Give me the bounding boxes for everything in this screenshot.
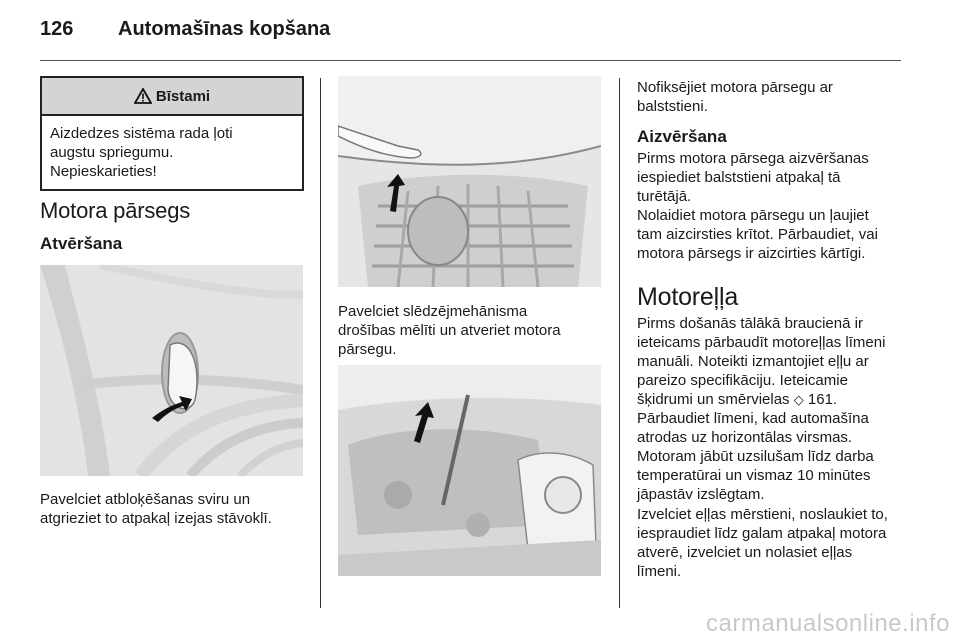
text-line: Pavelciet atbloķēšanas sviru un (40, 491, 251, 508)
text-line: Pirms došanās tālākā braucienā ir (637, 315, 863, 332)
chapter-title: Automašīnas kopšana (118, 18, 331, 40)
caption-hood-latch (338, 302, 561, 359)
warning-triangle-icon (134, 88, 152, 104)
text-line: Pavelciet slēdzējmehānisma (338, 303, 528, 320)
watermark-text: carmanualsonline.info (706, 610, 950, 637)
column-divider-2 (619, 78, 620, 608)
subsection-title-close: Aizvēršana (637, 127, 727, 146)
text-line: Pirms motora pārsega aizvēršanas (637, 150, 869, 167)
subsection-title-open: Atvēršana (40, 234, 123, 253)
paragraph-oil-3 (637, 505, 888, 581)
caption-release-lever (40, 490, 272, 528)
text-line: līmeni. (637, 563, 682, 580)
danger-warning-box (40, 76, 304, 191)
page-reference-link[interactable]: 161. (807, 391, 838, 408)
page-number: 126 (40, 18, 74, 40)
paragraph-close-1 (637, 149, 869, 206)
warning-line: augstu spriegumu. (50, 144, 174, 161)
warning-line: Aizdedzes sistēma rada ļoti (50, 125, 233, 142)
text-line: temperatūrai un vismaz 10 minūtes (637, 467, 871, 484)
figure-hood-latch (338, 76, 601, 287)
header-rule (40, 60, 901, 61)
warning-header (42, 78, 302, 116)
column-divider-1 (320, 78, 321, 608)
warning-line: Nepieskarieties! (50, 163, 157, 180)
text-line: drošības mēlīti un atveriet motora (338, 322, 561, 339)
paragraph-close-2 (637, 206, 878, 263)
text-line: tam aizcirsties krītot. Pārbaudiet, vai (637, 226, 878, 243)
figure-release-lever (40, 265, 303, 476)
page-reference-icon: ◇ (793, 393, 804, 408)
paragraph-oil-1 (637, 314, 885, 410)
text-line: Nolaidiet motora pārsegu un ļaujiet (637, 207, 869, 224)
text-line: manuāli. Noteikti izmantojiet eļļu ar (637, 353, 869, 370)
text-line: turētājā. (637, 188, 692, 205)
xref-lead-text: šķidrumi un smērvielas (637, 391, 790, 408)
text-line: balststieni. (637, 98, 708, 115)
figure-hood-stay (338, 365, 601, 576)
section-title-oil: Motoreļļa (637, 283, 739, 311)
warning-title: Bīstami (155, 87, 211, 105)
text-line: iespraudiet līdz galam atpakaļ motora (637, 525, 887, 542)
paragraph-oil-2 (637, 409, 874, 504)
paragraph-fix-hood (637, 78, 833, 116)
section-title-hood: Motora pārsegs (40, 198, 191, 223)
text-line: atgrieziet to atpakaļ izejas stāvoklī. (40, 510, 272, 527)
text-line: atrodas uz horizontālas virsmas. (637, 429, 853, 446)
text-line: Nofiksējiet motora pārsegu ar (637, 79, 833, 96)
text-line: ieteicams pārbaudīt motoreļļas līmeni (637, 334, 886, 351)
text-line: Pārbaudiet līmeni, kad automašīna (637, 410, 869, 427)
text-line: Motoram jābūt uzsilušam līdz darba (637, 448, 874, 465)
warning-text (42, 116, 302, 189)
text-line: iespiediet balststieni atpakaļ tā (637, 169, 841, 186)
text-line (637, 390, 885, 410)
text-line: jāpastāv izslēgtam. (637, 486, 765, 503)
text-line: motora pārsegs ir aizcirties kārtīgi. (637, 245, 866, 262)
text-line: pārsegu. (338, 341, 397, 358)
text-line: Izvelciet eļļas mērstieni, noslaukiet to, (637, 506, 888, 523)
text-line: pareizo specifikāciju. Ieteicamie (637, 372, 848, 389)
text-line: atverē, izvelciet un nolasiet eļļas (637, 544, 853, 561)
